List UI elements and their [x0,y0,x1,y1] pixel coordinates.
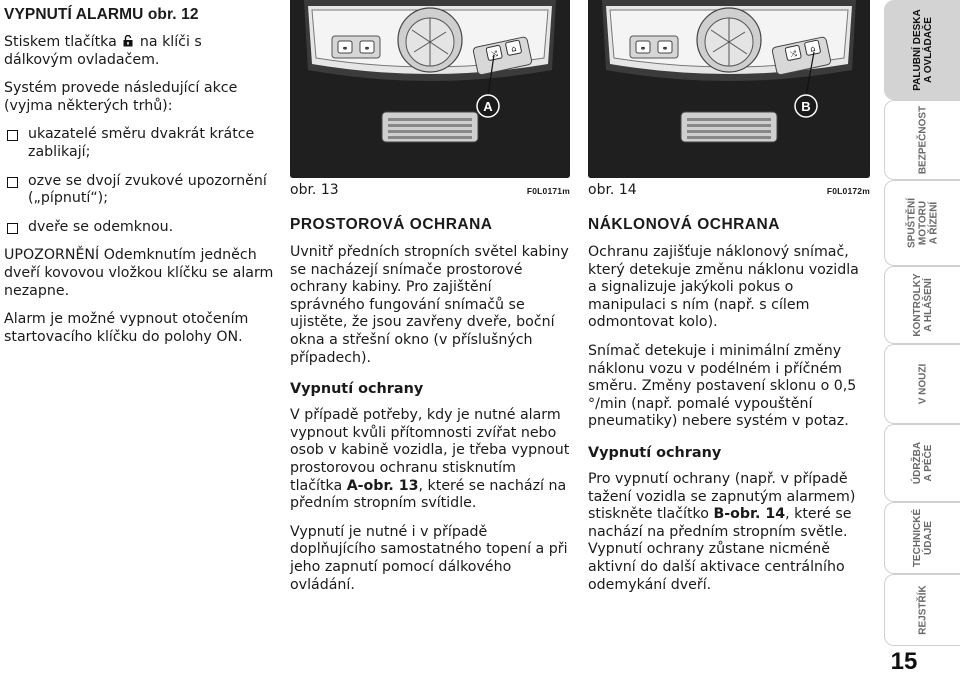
bullet-item: ukazatelé směru dvakrát krátce zablikají; [4,126,274,161]
tab-kontrolky[interactable]: KONTROLKY A HLÁŠENÍ [884,266,960,344]
warning-paragraph: UPOZORNĚNÍ Odemknutím jedněch dveří kovovou vložkou klíčku se alarm nezapne. [4,247,274,299]
figure-code: F0L0172m [826,186,870,196]
figure-14-caption [588,182,870,198]
chapter-tabs [884,0,960,681]
section-heading: NÁKLONOVÁ OCHRANA [588,216,780,233]
figure-13-ceiling-light [290,0,570,178]
svg-text:⚭: ⚭ [661,44,669,53]
figure-number: obr. 14 [588,182,637,198]
checkbox-bullet-icon [7,130,18,141]
paragraph: Ochranu zajišťuje náklonový snímač, který detekuje změnu náklonu vozidla a signalizuje jakýkoli pokus o manipulaci s ním (např. s cílem odmontovat kolo). [588,244,859,331]
figure-number: obr. 13 [290,182,339,198]
svg-text:⌂: ⌂ [809,43,817,54]
checkbox-bullet-icon [7,177,18,188]
figure-code: F0L0171m [526,186,570,196]
svg-text:⤨: ⤨ [490,48,499,59]
intro-paragraph: Stiskem tlačítka na klíči s dálkovým ovladačem. [4,34,202,68]
bullet-item: dveře se odemknou. [4,219,274,237]
padlock-open-icon [123,35,133,47]
tab-rejstrik[interactable]: REJSTŘÍK [884,574,960,646]
column-middle [290,208,570,605]
paragraph: V případě potřeby, kdy je nutné alarm vypnout kvůli přítomnosti zvířat nebo osob v kabině vozidla, je třeba vypnout prostorovou ochranu stisknutím tlačítka A-obr. 13, které se nachází na předním stropním svítidle. [290,407,570,512]
figure-13-caption [290,182,570,198]
tab-technicke-udaje[interactable]: TECHNICKÉ ÚDAJE [884,502,960,574]
subheading: Vypnutí ochrany [588,444,722,461]
bullet-item: ozve se dvojí zvukové upozornění („pípnutí“); [4,173,274,208]
svg-text:⤨: ⤨ [789,48,798,59]
checkbox-bullet-icon [7,223,18,234]
note-paragraph: Alarm je možné vypnout otočením startovacího klíčku do polohy ON. [4,311,249,345]
system-paragraph: Systém provede následující akce (vyjma některých trhů): [4,80,238,114]
svg-text:⚭: ⚭ [341,44,349,53]
column-left [4,0,274,357]
page-number: 15 [890,648,918,675]
paragraph: Snímač detekuje i minimální změny náklonu vozu v podélném i příčném směru. Změny postavení sklonu o 0,5 °/min (např. pomalé vypouštění pneumatiky) nebere systém v potaz. [588,342,857,430]
svg-text:B: B [801,99,811,114]
svg-text:⚭: ⚭ [363,44,371,53]
ceiling-light-illustration [588,0,870,178]
section-heading: PROSTOROVÁ OCHRANA [290,216,493,233]
tab-udrzba[interactable]: ÚDRŽBA A PÉČE [884,424,960,502]
svg-text:⚭: ⚭ [639,44,647,53]
column-right [588,208,870,605]
subheading: Vypnutí ochrany [290,381,424,398]
section-title: VYPNUTÍ ALARMU obr. 12 [4,6,199,23]
svg-text:A: A [483,99,493,114]
tab-v-nouzi[interactable]: V NOUZI [884,344,960,424]
paragraph: Uvnitř předních stropních světel kabiny se nacházejí snímače prostorové ochrany kabiny. Pro zajištění správného fungování snímačů se ujistěte, že jsou zavřeny dveře, boční okna a střešní okno (v příslušných případech). [290,244,569,366]
svg-text:⌂: ⌂ [510,43,518,54]
tab-bezpecnost[interactable]: BEZPEČNOST [884,100,960,180]
paragraph: Pro vypnutí ochrany (např. v případě tažení vozidla se zapnutým alarmem) stiskněte tlačítko B-obr. 14, které se nachází na předním stropním světle. Vypnutí ochrany zůstane nicméně aktivní do další aktivace centrálního odemykání dveří. [588,470,856,593]
ceiling-light-illustration [290,0,570,178]
paragraph: Vypnutí je nutné i v případě doplňujícího samostatného topení a při jeho zapnutí pomocí dálkového ovládání. [290,523,568,593]
tab-palubni-deska[interactable]: PALUBNÍ DESKA A OVLÁDAČE [884,0,960,100]
figure-14-ceiling-light [588,0,870,178]
tab-spusteni-motoru[interactable]: SPUŠTĚNÍ MOTORU A ŘÍZENÍ [884,180,960,266]
